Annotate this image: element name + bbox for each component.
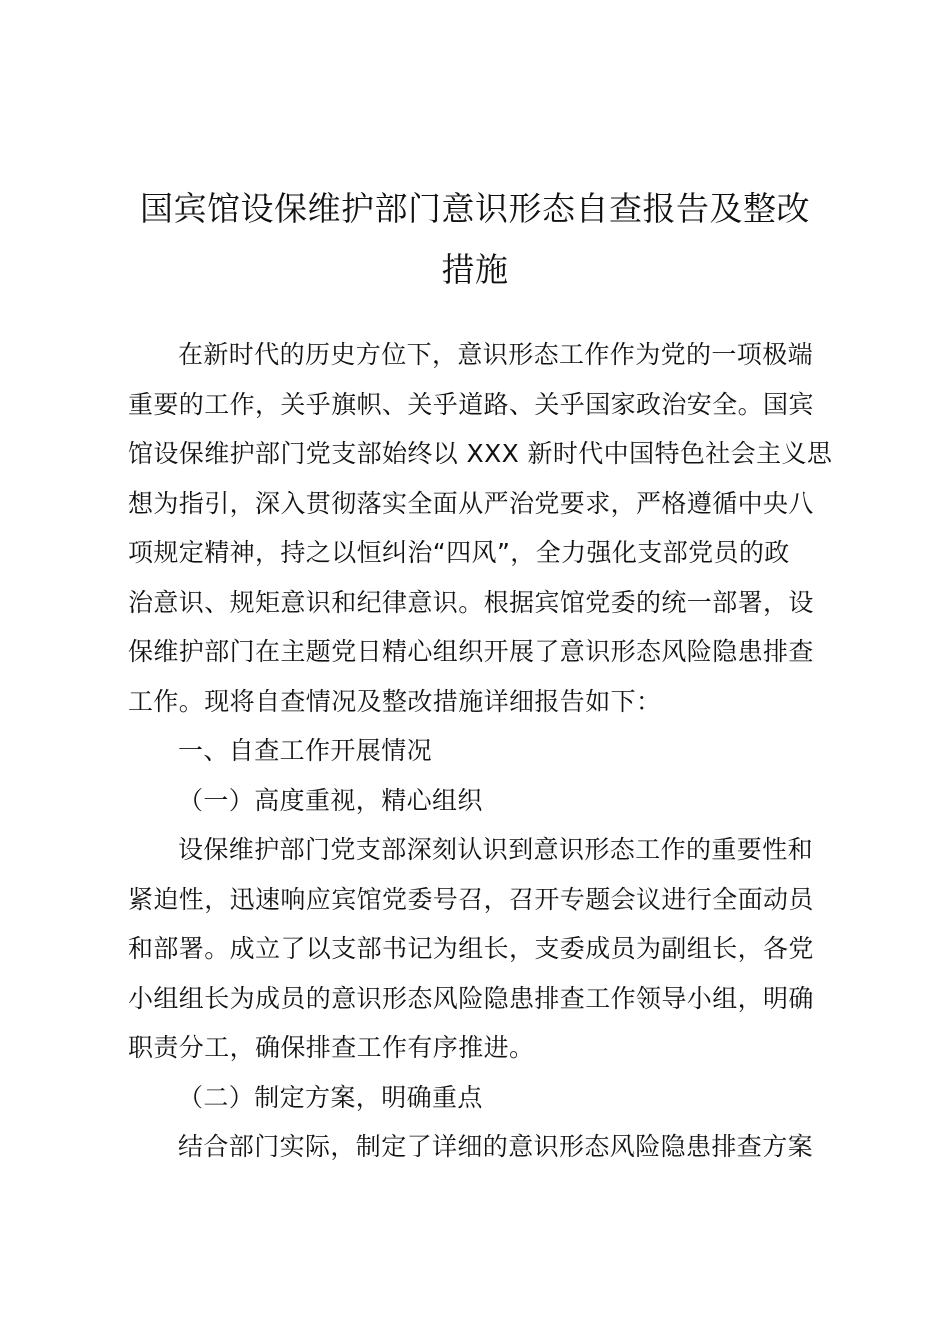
paragraph-line: 治意识、规矩意识和纪律意识。根据宾馆党委的统一部署，设	[128, 587, 814, 617]
paragraph-line: 工作。现将自查情况及整改措施详细报告如下：	[128, 686, 662, 716]
paragraph-line: 项规定精神，持之以恒纠治“四风”，全力强化支部党员的政	[128, 538, 790, 567]
section-heading-1: 一、自查工作开展情况	[178, 736, 433, 765]
paragraph-line: 在新时代的历史方位下，意识形态工作作为党的一项极端	[178, 340, 814, 369]
paragraph-line: 保维护部门在主题党日精心组织开展了意识形态风险隐患排查	[128, 637, 814, 666]
document-body	[128, 330, 833, 1172]
paragraph-line: 重要的工作，关乎旗帜、关乎道路、关乎国家政治安全。国宾	[128, 389, 814, 419]
document-title	[110, 178, 840, 300]
paragraph-line: 馆设保维护部门党支部始终以 XXX 新时代中国特色社会主义思	[128, 439, 833, 468]
title-line-2: 措施	[441, 250, 509, 289]
subsection-heading-1: （一）高度重视，精心组织	[178, 785, 483, 815]
title-line-1: 国宾馆设保维护部门意识形态自查报告及整改	[140, 189, 810, 228]
paragraph-line: 和部署。成立了以支部书记为组长，支委成员为副组长，各党	[128, 934, 814, 963]
paragraph-line: 职责分工，确保排查工作有序推进。	[128, 1033, 535, 1062]
subsection-heading-2: （二）制定方案，明确重点	[178, 1082, 483, 1112]
paragraph-line: 小组组长为成员的意识形态风险隐患排查工作领导小组，明确	[128, 983, 814, 1013]
paragraph-line: 紧迫性，迅速响应宾馆党委号召，召开专题会议进行全面动员	[128, 884, 814, 914]
subsection-paragraph-2	[128, 1122, 833, 1172]
intro-paragraph	[128, 330, 833, 726]
paragraph-line: 结合部门实际，制定了详细的意识形态风险隐患排查方案	[178, 1132, 814, 1161]
subsection-paragraph-1	[128, 825, 833, 1073]
paragraph-line: 想为指引，深入贯彻落实全面从严治党要求，严格遵循中央八	[128, 488, 814, 518]
paragraph-line: 设保维护部门党支部深刻认识到意识形态工作的重要性和	[178, 835, 814, 864]
